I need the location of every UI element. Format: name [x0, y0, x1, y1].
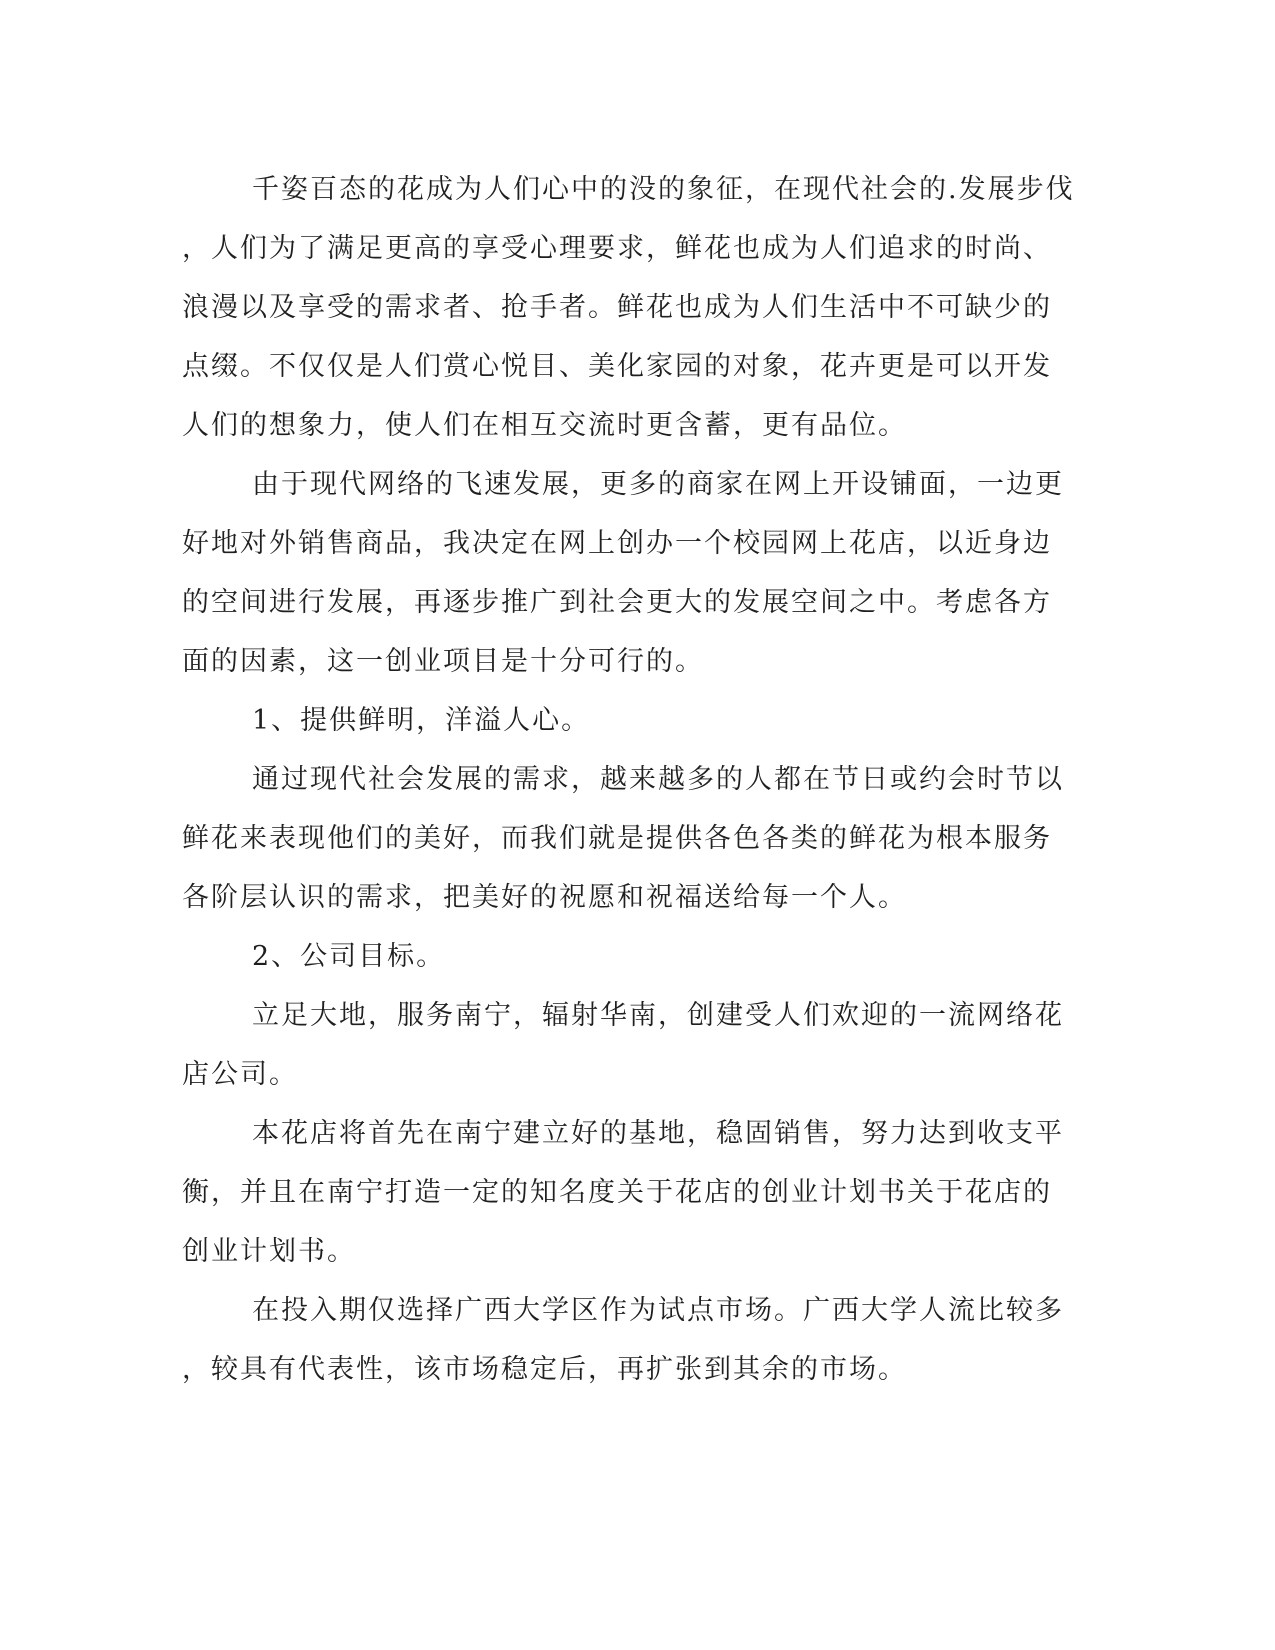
text-line: 鲜花来表现他们的美好，而我们就是提供各色各类的鲜花为根本服务 [182, 823, 1052, 854]
text-line: 在投入期仅选择广西大学区作为试点市场。广西大学人流比较多 [252, 1295, 1064, 1326]
text-line: 通过现代社会发展的需求，越来越多的人都在节日或约会时节以 [252, 764, 1064, 795]
text-line: ，人们为了满足更高的享受心理要求，鲜花也成为人们追求的时尚、 [182, 233, 1052, 264]
text-line: ，较具有代表性，该市场稳定后，再扩张到其余的市场。 [182, 1354, 907, 1385]
text-line: 立足大地，服务南宁，辐射华南，创建受人们欢迎的一流网络花 [252, 1000, 1064, 1031]
text-line: 本花店将首先在南宁建立好的基地，稳固销售，努力达到收支平 [252, 1118, 1064, 1149]
text-line: 点缀。不仅仅是人们赏心悦目、美化家园的对象，花卉更是可以开发 [182, 351, 1052, 382]
document-body [182, 160, 1075, 1399]
text-line: 的空间进行发展，再逐步推广到社会更大的发展空间之中。考虑各方 [182, 587, 1052, 618]
text-line: 面的因素，这一创业项目是十分可行的。 [182, 646, 704, 677]
text-line: 由于现代网络的飞速发展，更多的商家在网上开设铺面，一边更 [252, 469, 1064, 500]
text-line: 好地对外销售商品，我决定在网上创办一个校园网上花店，以近身边 [182, 528, 1052, 559]
text-line: 衡，并且在南宁打造一定的知名度关于花店的创业计划书关于花店的 [182, 1177, 1052, 1208]
text-line: 各阶层认识的需求，把美好的祝愿和祝福送给每一个人。 [182, 882, 907, 913]
text-line: 千姿百态的花成为人们心中的没的象征，在现代社会的.发展步伐 [252, 174, 1075, 205]
text-line: 浪漫以及享受的需求者、抢手者。鲜花也成为人们生活中不可缺少的 [182, 292, 1052, 323]
text-line: 人们的想象力，使人们在相互交流时更含蓄，更有品位。 [182, 410, 907, 441]
section-heading: 1、提供鲜明，洋溢人心。 [252, 705, 591, 736]
text-line: 创业计划书。 [182, 1236, 356, 1267]
text-line: 店公司。 [182, 1059, 298, 1090]
section-heading: 2、公司目标。 [252, 941, 446, 972]
